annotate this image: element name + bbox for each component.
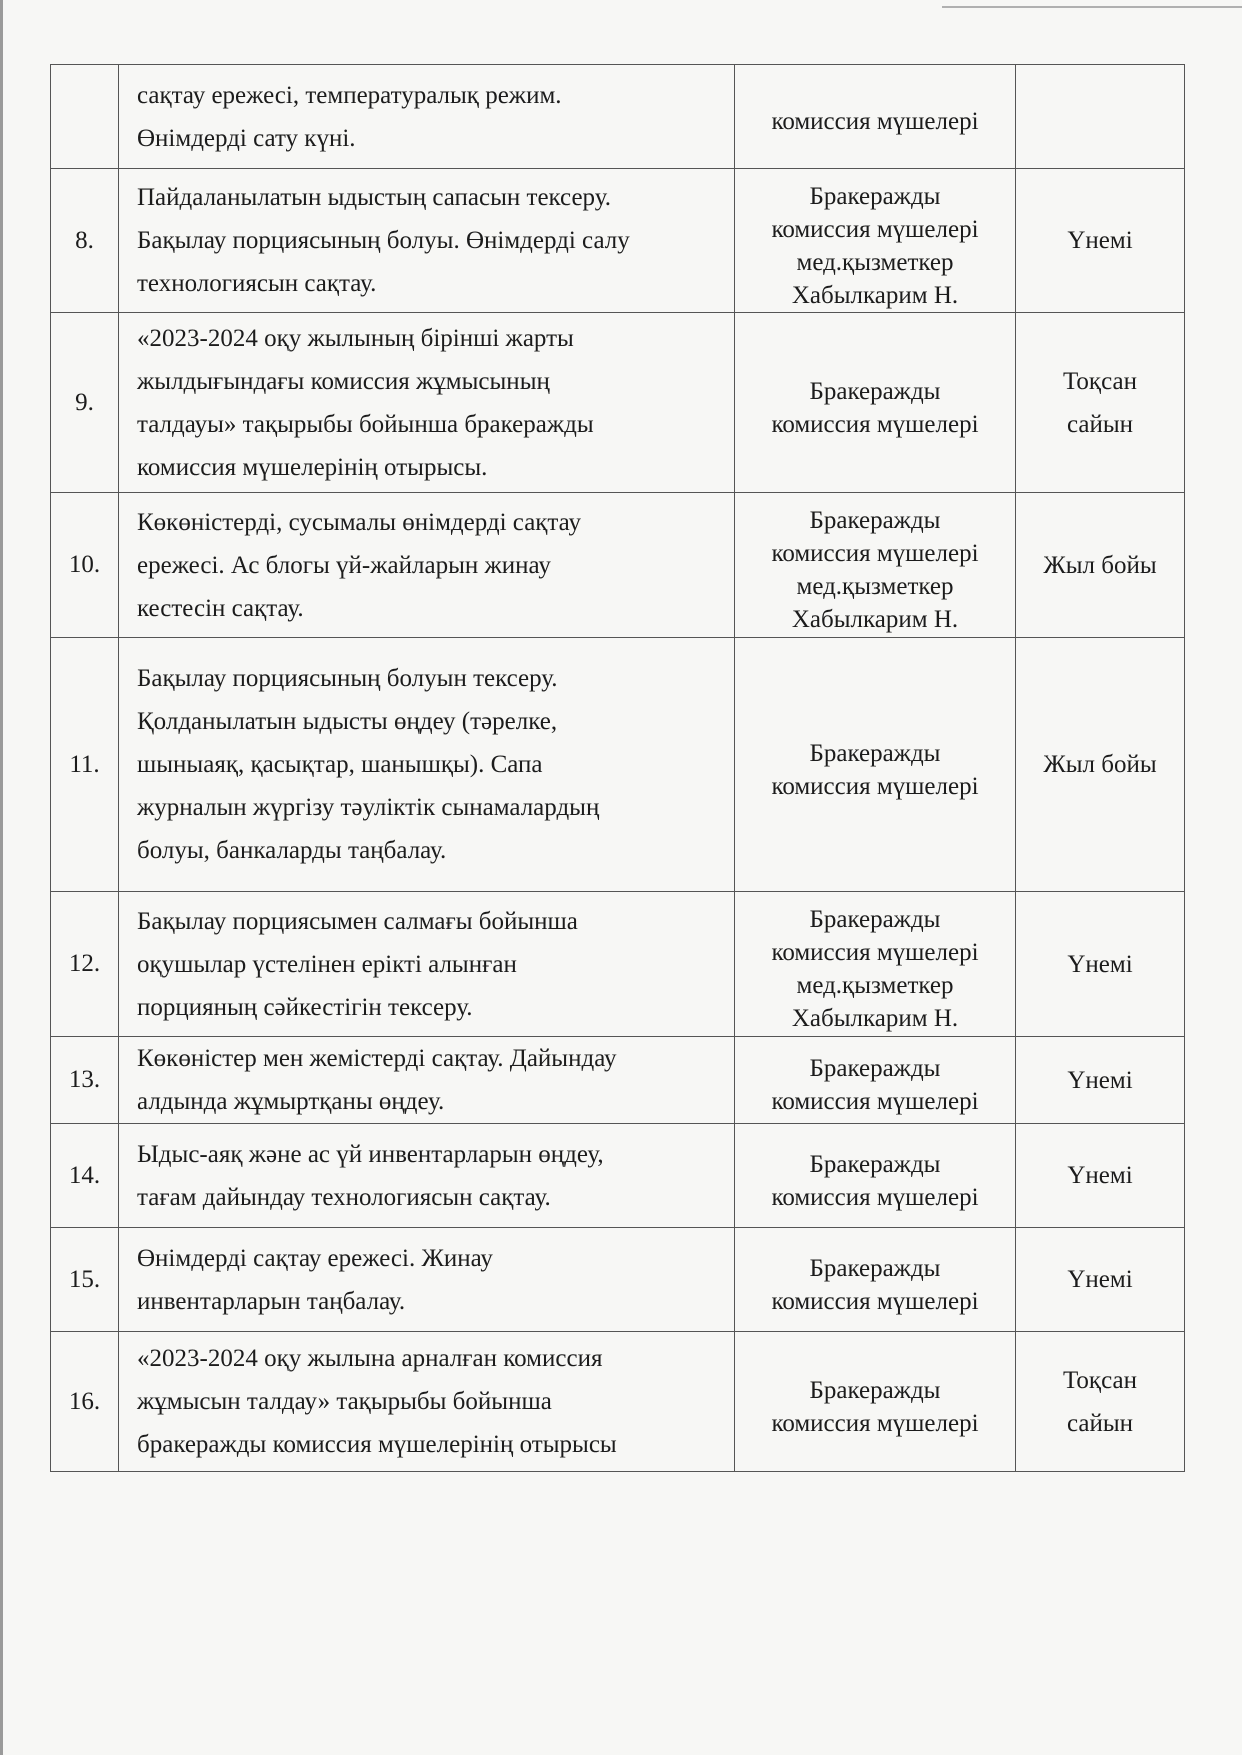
term-cell: Үнемі	[1016, 892, 1185, 1037]
task-cell: Өнімдерді сақтау ережесі. Жинау инвентарларын таңбалау.	[119, 1228, 735, 1332]
term-cell: Үнемі	[1016, 1124, 1185, 1228]
responsible-cell: Бракеражды комиссия мүшелері мед.қызметкер Хабылкарим Н.	[735, 892, 1016, 1037]
term-cell: Жыл бойы	[1016, 493, 1185, 638]
term-cell: Жыл бойы	[1016, 638, 1185, 892]
table-row	[51, 1124, 1185, 1228]
term-cell: Тоқсан сайын	[1016, 1332, 1185, 1472]
responsible-cell: Бракеражды комиссия мүшелері	[735, 1228, 1016, 1332]
row-number	[51, 65, 119, 169]
task-cell: сақтау ережесі, температуралық режим. Өнімдерді сату күні.	[119, 65, 735, 169]
row-number: 9.	[51, 313, 119, 493]
table-row	[51, 1037, 1185, 1124]
term-cell: Үнемі	[1016, 1037, 1185, 1124]
responsible-cell: Бракеражды комиссия мүшелері мед.қызметкер Хабылкарим Н.	[735, 493, 1016, 638]
task-cell: Ыдыс-аяқ және ас үй инвентарларын өңдеу, тағам дайындау технологиясын сақтау.	[119, 1124, 735, 1228]
scan-edge-line	[0, 0, 3, 1755]
row-number: 10.	[51, 493, 119, 638]
scan-top-line	[942, 6, 1242, 8]
task-cell: Көкөністер мен жемістерді сақтау. Дайындау алдында жұмыртқаны өңдеу.	[119, 1037, 735, 1124]
task-cell: Бақылау порциясымен салмағы бойынша оқушылар үстелінен ерікті алынған порцияның сәйкестігін тексеру.	[119, 892, 735, 1037]
row-number: 8.	[51, 169, 119, 313]
task-cell: «2023-2024 оқу жылына арналған комиссия жұмысын талдау» тақырыбы бойынша бракеражды комиссия мүшелерінің отырысы	[119, 1332, 735, 1472]
table-row	[51, 1332, 1185, 1472]
table-row	[51, 493, 1185, 638]
task-cell: Пайдаланылатын ыдыстың сапасын тексеру. Бақылау порциясының болуы. Өнімдерді салу технологиясын сақтау.	[119, 169, 735, 313]
task-cell: Бақылау порциясының болуын тексеру. Қолданылатын ыдысты өңдеу (тәрелке, шыныаяқ, қасықтар, шанышқы). Сапа журналын жүргізу тәуліктік сынамалардың болуы, банкаларды таңбалау.	[119, 638, 735, 892]
term-cell	[1016, 65, 1185, 169]
row-number: 12.	[51, 892, 119, 1037]
term-cell: Үнемі	[1016, 1228, 1185, 1332]
table-row	[51, 169, 1185, 313]
task-cell: «2023-2024 оқу жылының бірінші жарты жылдығындағы комиссия жұмысының талдауы» тақырыбы бойынша бракеражды комиссия мүшелерінің отырысы.	[119, 313, 735, 493]
task-cell: Көкөністерді, сусымалы өнімдерді сақтау ережесі. Ас блогы үй-жайларын жинау кестесін сақтау.	[119, 493, 735, 638]
table-row	[51, 892, 1185, 1037]
table-row	[51, 638, 1185, 892]
responsible-cell: Бракеражды комиссия мүшелері	[735, 1037, 1016, 1124]
table-row	[51, 1228, 1185, 1332]
row-number: 16.	[51, 1332, 119, 1472]
responsible-cell: комиссия мүшелері	[735, 65, 1016, 169]
row-number: 14.	[51, 1124, 119, 1228]
responsible-cell: Бракеражды комиссия мүшелері	[735, 1124, 1016, 1228]
row-number: 13.	[51, 1037, 119, 1124]
responsible-cell: Бракеражды комиссия мүшелері мед.қызметкер Хабылкарим Н.	[735, 169, 1016, 313]
responsible-cell: Бракеражды комиссия мүшелері	[735, 638, 1016, 892]
responsible-cell: Бракеражды комиссия мүшелері	[735, 1332, 1016, 1472]
responsible-cell: Бракеражды комиссия мүшелері	[735, 313, 1016, 493]
commission-work-plan-table	[50, 64, 1185, 1472]
row-number: 11.	[51, 638, 119, 892]
term-cell: Үнемі	[1016, 169, 1185, 313]
table-row	[51, 65, 1185, 169]
row-number: 15.	[51, 1228, 119, 1332]
table-row	[51, 313, 1185, 493]
term-cell: Тоқсан сайын	[1016, 313, 1185, 493]
